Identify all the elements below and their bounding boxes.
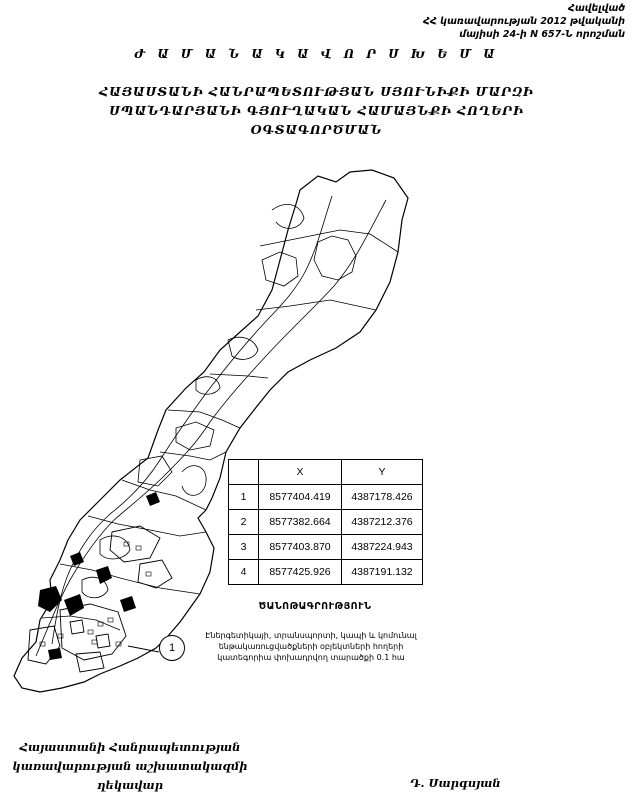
signatory-line-3: ղեկավար <box>96 778 164 792</box>
settlement-block-5 <box>110 526 160 562</box>
dark-parcel-7 <box>146 492 160 506</box>
settlement-block-3 <box>96 634 110 648</box>
legend-line-1: Էներգետիկայի, տրանսպորտի, կապի և կոմունալ <box>205 631 417 640</box>
building-9 <box>58 634 63 638</box>
settlement-block-4 <box>70 620 84 634</box>
legend-line-2: ենթակառուցվածքների օբյեկտների հողերի <box>218 642 404 651</box>
parcel-line-7 <box>88 516 206 536</box>
table-row <box>229 535 423 560</box>
annex-note <box>385 2 625 41</box>
table-header-row <box>229 460 423 485</box>
inner-contour-9 <box>100 536 130 559</box>
table-cell: 4387191.132 <box>342 560 423 585</box>
contour-6 <box>272 204 304 228</box>
title-line-1: ՀԱՅԱՍՏԱՆԻ ՀԱՆՐԱՊԵՏՈՒԹՅԱՆ ՍՅՈՒՆԻՔԻ ՄԱՐԶԻ <box>99 84 534 99</box>
table-cell: 4387224.943 <box>342 535 423 560</box>
building-1 <box>88 630 93 634</box>
table-header-cell: Y <box>342 460 423 485</box>
table-cell: 8577425.926 <box>259 560 342 585</box>
building-4 <box>92 640 97 644</box>
building-8 <box>146 572 151 576</box>
table-header-cell: X <box>259 460 342 485</box>
parcel-line-5 <box>160 452 226 460</box>
contour-4 <box>138 456 172 486</box>
contour-5 <box>182 466 206 496</box>
parcel-line-8 <box>60 564 200 594</box>
legend-title: ԾԱՆՈԹԱԳՐՈՒԹՅՈՒՆ <box>258 601 372 612</box>
annex-line-3: մայիսի 24-ի N 657-Ն որոշման <box>459 29 625 40</box>
settlement-block-7 <box>76 652 104 672</box>
title-line-2: ՍՊԱՆԴԱՐՅԱՆԻ ԳՅՈՒՂԱԿԱՆ ՀԱՄԱՅՆՔԻ ՀՈՂԵՐԻ <box>109 103 524 118</box>
legend-line-3: կատեգորիա փոխադրվող տարածքի 0.1 հա <box>217 653 405 662</box>
legend-marker: 1 <box>159 635 185 661</box>
table-cell: 4 <box>229 560 259 585</box>
table-row <box>229 560 423 585</box>
table-header-cell <box>229 460 259 485</box>
table-cell: 8577404.419 <box>259 485 342 510</box>
annex-line-1: Հավելված <box>567 3 625 14</box>
dark-parcel-6 <box>70 552 84 566</box>
title-line-3: ՕԳՏԱԳՈՐԾՄԱՆ <box>250 122 383 137</box>
contour-2 <box>262 252 298 286</box>
building-3 <box>108 618 113 622</box>
signatory-position <box>10 738 250 795</box>
contour-3 <box>176 422 214 450</box>
signatory-name: Դ. Սարգսյան <box>410 776 501 790</box>
table-cell: 8577382.664 <box>259 510 342 535</box>
table-row <box>229 510 423 535</box>
dark-parcel-3 <box>96 566 112 584</box>
parcel-line-1 <box>260 230 398 252</box>
table-cell: 4387178.426 <box>342 485 423 510</box>
table-row <box>229 485 423 510</box>
document-title <box>0 82 633 139</box>
settlement-block-6 <box>138 560 172 588</box>
signatory-line-2: կառավարության աշխատակազմի <box>12 759 248 773</box>
schema-label: Ժ Ա Մ Ա Ն Ա Կ Ա Վ Ո Ր Ս Խ Ե Մ Ա <box>134 47 499 61</box>
building-7 <box>136 546 141 550</box>
coordinates-table <box>228 459 423 585</box>
dark-parcel-2 <box>64 594 84 616</box>
annex-line-2: ՀՀ կառավարության 2012 թվականի <box>423 16 625 27</box>
river-line <box>36 200 386 656</box>
table-cell: 1 <box>229 485 259 510</box>
table-cell: 3 <box>229 535 259 560</box>
table-cell: 2 <box>229 510 259 535</box>
table-cell: 8577403.870 <box>259 535 342 560</box>
legend-description <box>191 630 431 663</box>
dark-parcel-5 <box>48 648 62 660</box>
table-cell: 4387212.376 <box>342 510 423 535</box>
signatory-line-1: Հայաստանի Հանրապետության <box>19 740 241 754</box>
contour-1 <box>314 236 356 280</box>
inner-contour-7 <box>228 337 258 359</box>
dark-parcel-4 <box>120 596 136 612</box>
